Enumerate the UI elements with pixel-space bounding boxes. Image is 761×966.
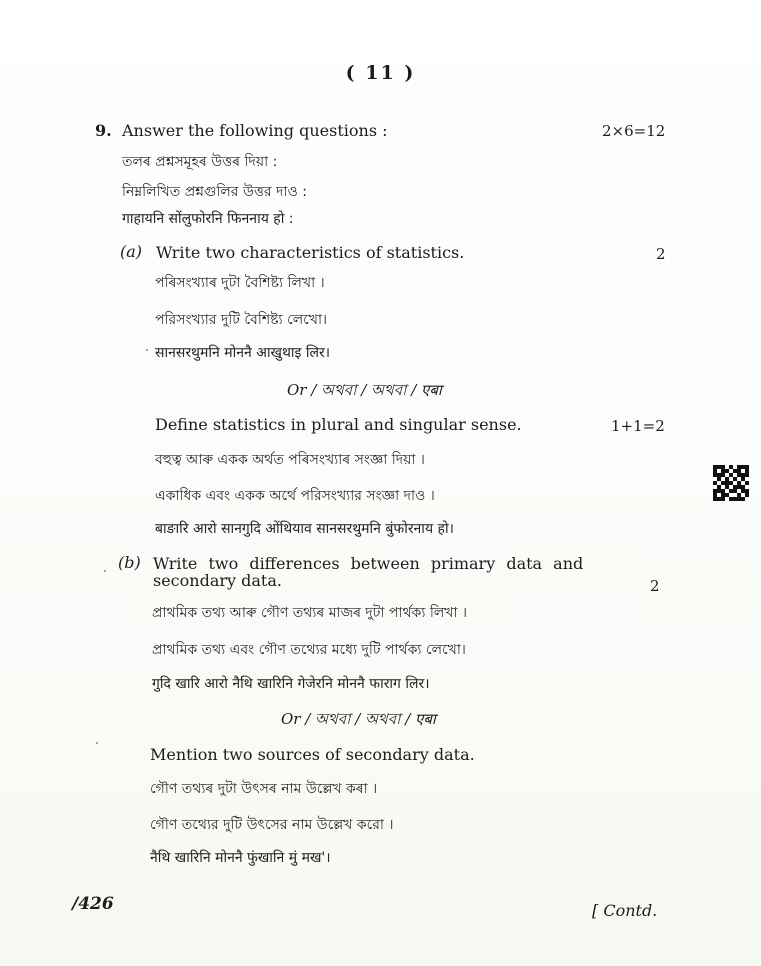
part-a-translation-bengali: পরিসংখ্যার দুটি বৈশিষ্ট্য লেখো। bbox=[155, 312, 328, 328]
scan-speck bbox=[146, 349, 148, 351]
part-a-or-divider: Or / অথবা / অথবা / एबा bbox=[287, 381, 442, 399]
question-text: Answer the following questions : bbox=[122, 121, 388, 140]
scan-speck bbox=[96, 742, 98, 744]
paper-code: /426 bbox=[72, 894, 114, 914]
question-translation-bodo: गाहायनि सोंलुफोरनि फिननाय हो : bbox=[122, 211, 294, 227]
part-b-translation-assamese: প্ৰাথমিক তথ্য আৰু গৌণ তথ্যৰ মাজৰ দুটা পাৰ্থক্য লিখা । bbox=[152, 605, 468, 621]
part-b-alt-translation-assamese: গৌণ তথ্যৰ দুটা উৎসৰ নাম উল্লেখ কৰা । bbox=[150, 781, 378, 797]
part-b-question-line1: Write two differences between primary data and bbox=[153, 554, 584, 573]
question-translation-bengali: নিম্নলিখিত প্রশ্নগুলির উত্তর দাও : bbox=[122, 184, 307, 200]
question-marks: 2×6=12 bbox=[602, 122, 666, 140]
part-a-alt-marks: 1+1=2 bbox=[611, 417, 665, 435]
part-b-label: (b) bbox=[118, 553, 141, 572]
part-a-question: Write two characteristics of statistics. bbox=[156, 243, 465, 262]
part-b-translation-bodo: गुदि खारि आरो नैथि खारिनि गेजेरनि मोननै फाराग लिर। bbox=[152, 676, 430, 692]
part-a-alt-translation-bengali: একাধিক এবং একক অর্থে পরিসংখ্যার সংজ্ঞা দাও । bbox=[155, 488, 435, 504]
continued-marker: [ Contd. bbox=[592, 901, 658, 920]
part-b-translation-bengali: প্রাথমিক তথ্য এবং গৌণ তথ্যের মধ্যে দুটি পার্থক্য লেখো। bbox=[152, 642, 466, 658]
page-number: ( 11 ) bbox=[345, 62, 416, 84]
part-b-alt-translation-bengali: গৌণ তথ্যের দুটি উৎসের নাম উল্লেখ করো । bbox=[150, 817, 394, 833]
part-a-label: (a) bbox=[120, 242, 143, 261]
qr-code-icon bbox=[713, 465, 749, 501]
part-b-alt-translation-bodo: नैथि खारिनि मोननै फुंखानि मुं मख'। bbox=[150, 850, 331, 866]
part-a-translation-bodo: सानसरथुमनि मोननै आखुथाइ लिर। bbox=[155, 345, 331, 361]
part-b-alt-question: Mention two sources of secondary data. bbox=[150, 745, 475, 764]
question-translation-assamese: তলৰ প্ৰশ্নসমূহৰ উত্তৰ দিয়া : bbox=[122, 154, 278, 170]
question-number: 9. bbox=[95, 121, 112, 140]
part-b-marks: 2 bbox=[650, 577, 660, 595]
part-a-marks: 2 bbox=[656, 245, 666, 263]
part-b-or-divider: Or / অথবা / অথবা / एबा bbox=[281, 710, 436, 728]
part-a-alt-translation-assamese: বহুত্ব আৰু একক অৰ্থত পৰিসংখ্যাৰ সংজ্ঞা দিয়া । bbox=[155, 452, 425, 468]
part-a-translation-assamese: পৰিসংখ্যাৰ দুটা বৈশিষ্ট্য লিখা । bbox=[155, 275, 325, 291]
part-a-alt-translation-bodo: बाङारि आरो सानगुदि ओंथियाव सानसरथुमनि बुंफोरनाय हो। bbox=[155, 521, 454, 537]
scan-speck bbox=[104, 570, 106, 572]
part-a-alt-question: Define statistics in plural and singular sense. bbox=[155, 415, 522, 434]
part-b-question-line2: secondary data. bbox=[153, 571, 282, 590]
